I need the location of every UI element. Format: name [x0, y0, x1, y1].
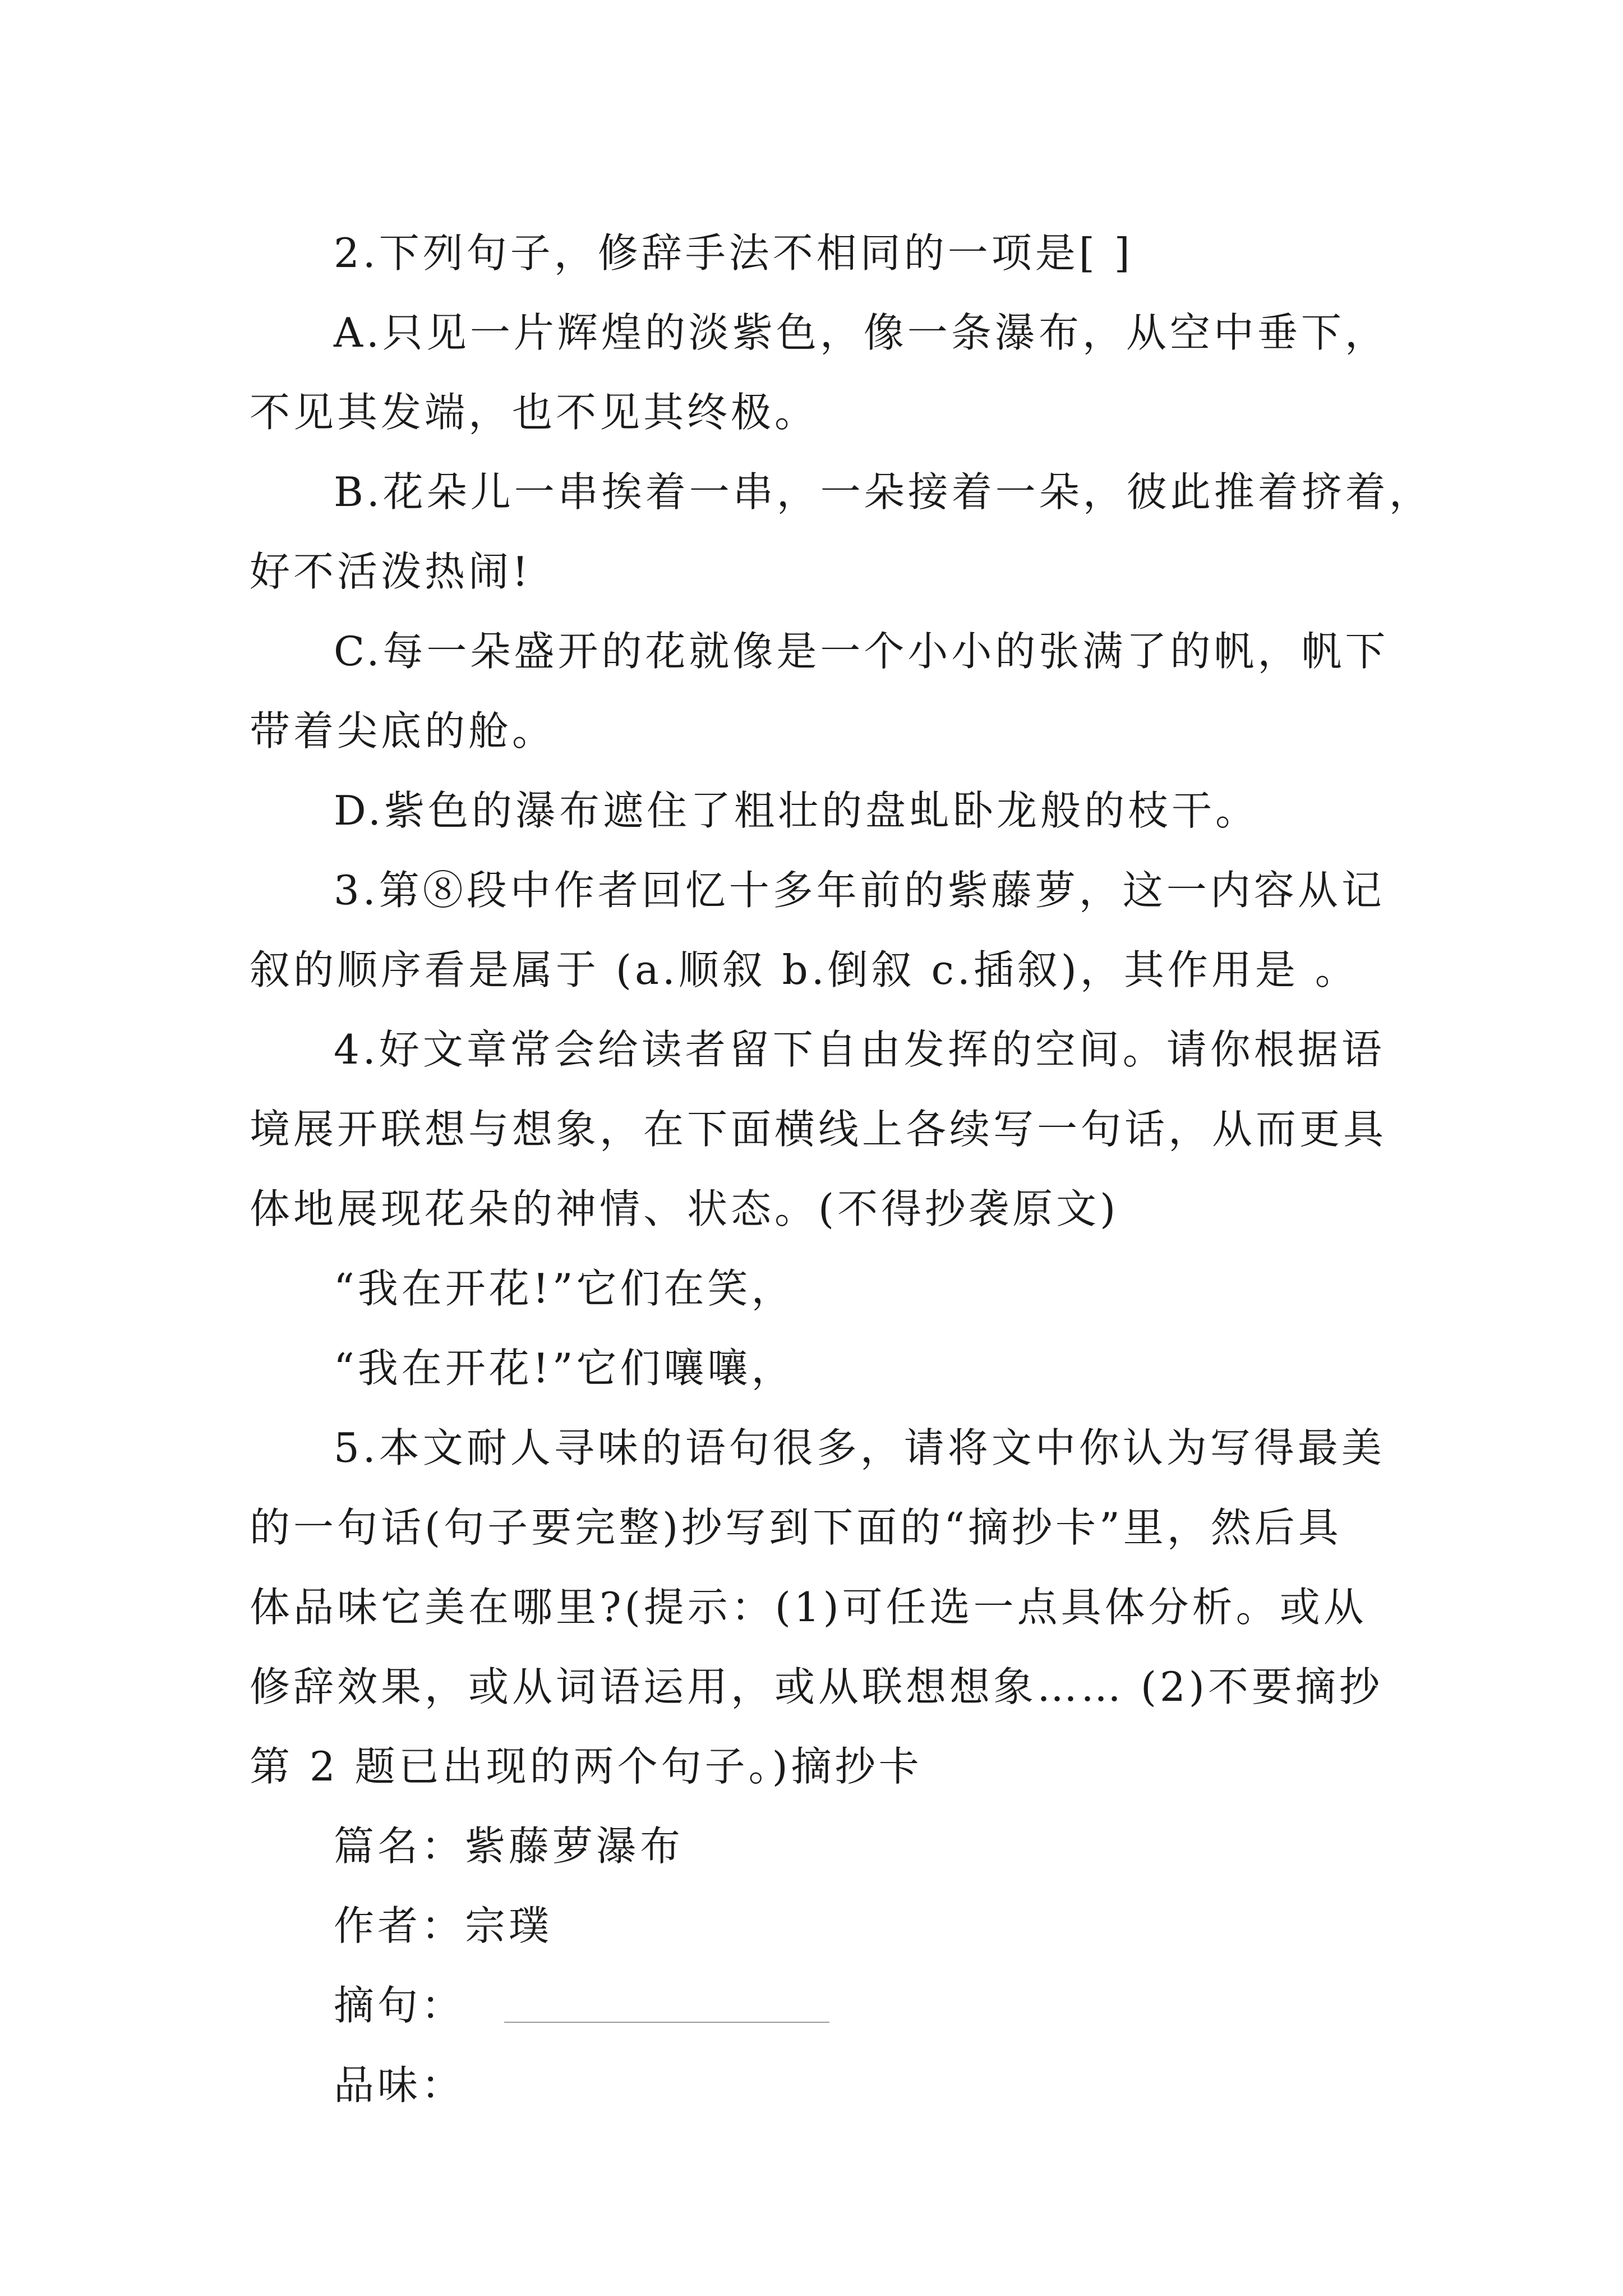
q4-stem-cont-1: 境展开联想与想象，在下面横线上各续写一句话，从而更具: [250, 1106, 1387, 1153]
q2-option-c: C.每一朵盛开的花就像是一个小小的张满了的帆，帆下: [334, 628, 1389, 675]
q3-stem-cont: 叙的顺序看是属于 (a.顺叙 b.倒叙 c.插叙)，其作用是 。: [250, 946, 1359, 993]
q5-stem-cont-2: 体品味它美在哪里?(提示：(1)可任选一点具体分析。或从: [250, 1584, 1367, 1631]
q4-stem-cont-2: 体地展现花朵的神情、状态。(不得抄袭原文): [250, 1185, 1119, 1232]
q5-stem: 5.本文耐人寻味的语句很多，请将文中你认为写得最美: [334, 1424, 1385, 1471]
q4-stem: 4.好文章常会给读者留下自由发挥的空间。请你根据语: [334, 1026, 1385, 1073]
card-quote-label: 摘句：: [334, 1982, 465, 2029]
q2-option-d: D.紫色的瀑布遮住了粗壮的盘虬卧龙般的枝干。: [334, 787, 1260, 834]
q5-stem-cont-1: 的一句话(句子要完整)抄写到下面的“摘抄卡”里，然后具: [250, 1504, 1342, 1551]
q5-stem-cont-3: 修辞效果，或从词语运用，或从联想想象…… (2)不要摘抄: [250, 1663, 1383, 1710]
q2-option-b-cont: 好不活泼热闹!: [250, 548, 532, 595]
q5-stem-cont-4: 第 2 题已出现的两个句子。)摘抄卡: [250, 1743, 923, 1790]
q2-stem: 2.下列句子，修辞手法不相同的一项是[ ]: [334, 229, 1133, 277]
quote-answer-line[interactable]: [504, 1999, 829, 2023]
q2-option-b: B.花朵儿一串挨着一串，一朵接着一朵，彼此推着挤着，: [334, 468, 1433, 516]
card-quote-row: [250, 1966, 1388, 2045]
q2-option-a-cont: 不见其发端，也不见其终极。: [250, 389, 819, 436]
q4-prompt-2: “我在开花!”它们嚷嚷，: [334, 1345, 795, 1392]
q4-prompt-1: “我在开花!”它们在笑，: [334, 1265, 795, 1312]
card-title: 篇名：紫藤萝瀑布: [334, 1823, 684, 1870]
q3-stem: 3.第⑧段中作者回忆十多年前的紫藤萝，这一内容从记: [334, 867, 1385, 914]
q2-option-a: A.只见一片辉煌的淡紫色，像一条瀑布，从空中垂下，: [334, 309, 1389, 356]
card-appreciation: 品味：: [334, 2062, 465, 2109]
document-page: [250, 213, 1433, 2125]
card-author: 作者：宗璞: [334, 1902, 553, 1949]
q2-option-c-cont: 带着尖底的舱。: [250, 707, 556, 754]
